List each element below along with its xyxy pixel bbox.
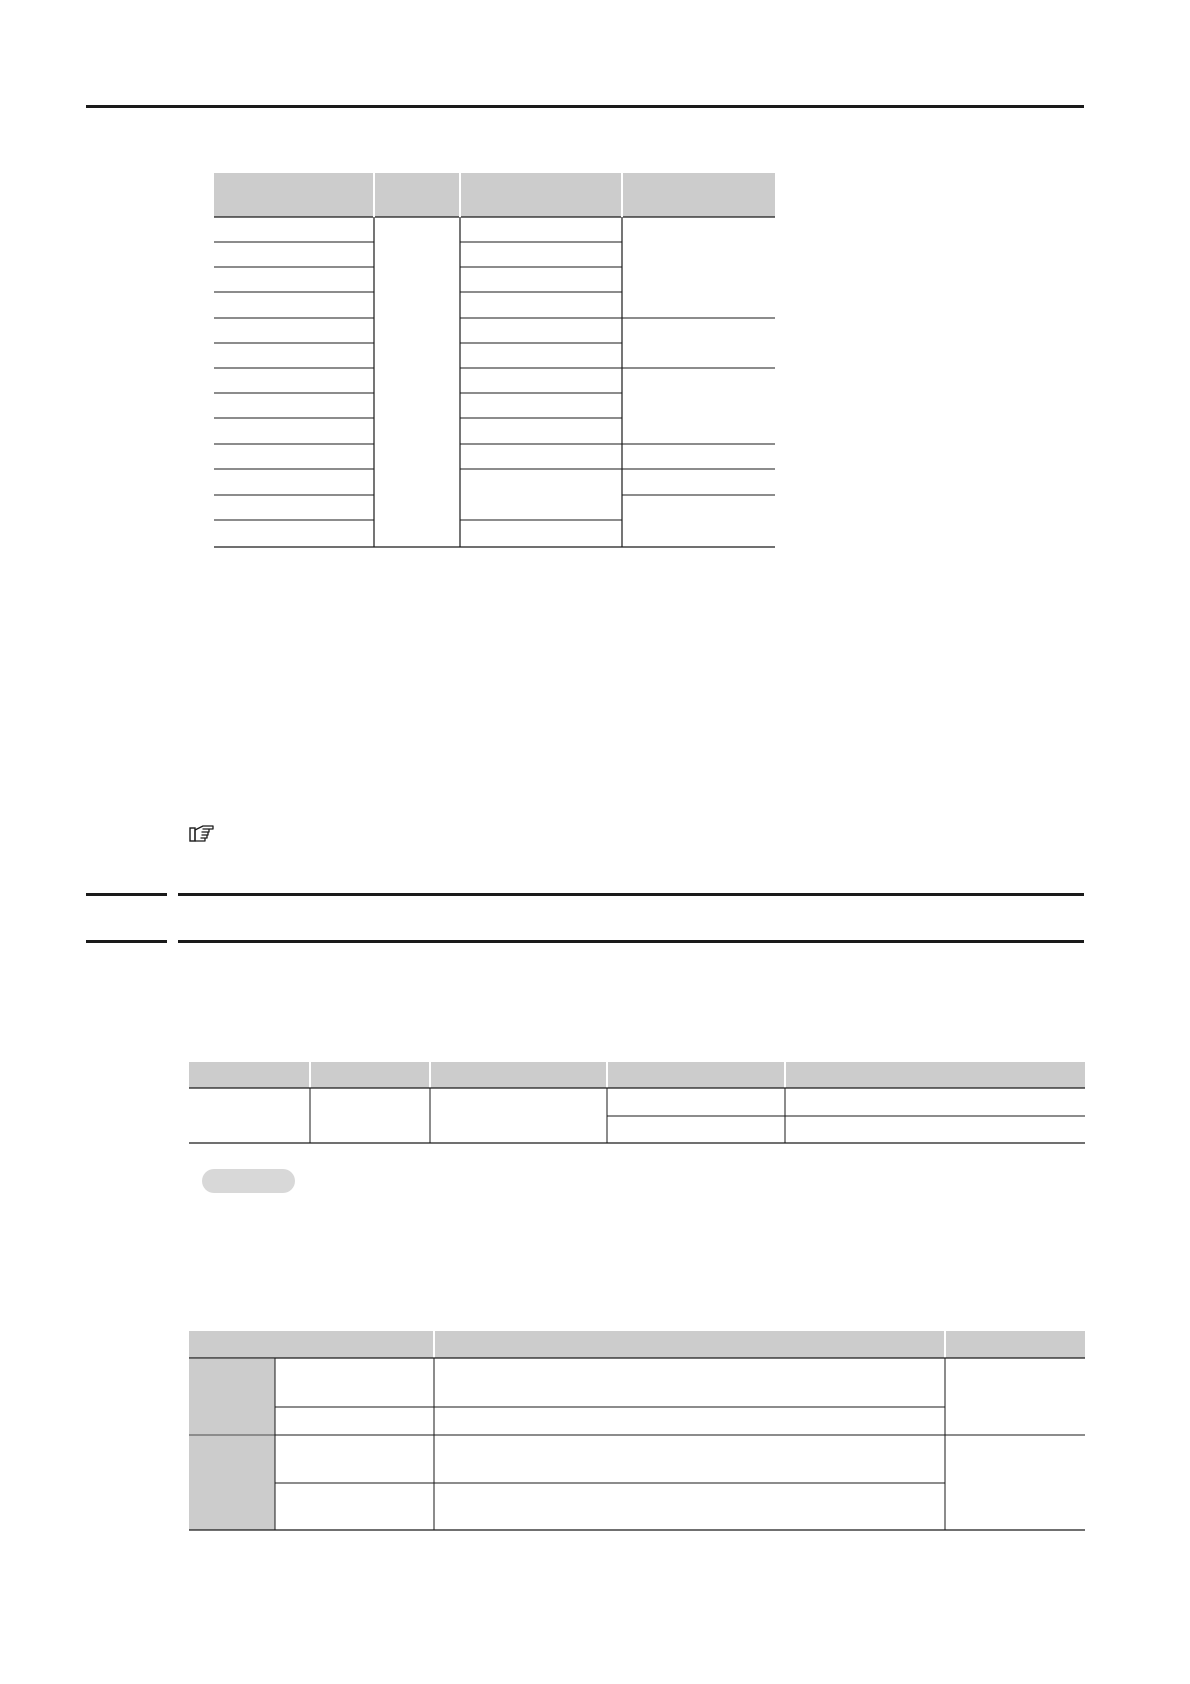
bottom-table-group-1: [189, 1359, 275, 1434]
bottom-table-header: [189, 1331, 1085, 1358]
bottom-table-group-2: [189, 1436, 275, 1530]
